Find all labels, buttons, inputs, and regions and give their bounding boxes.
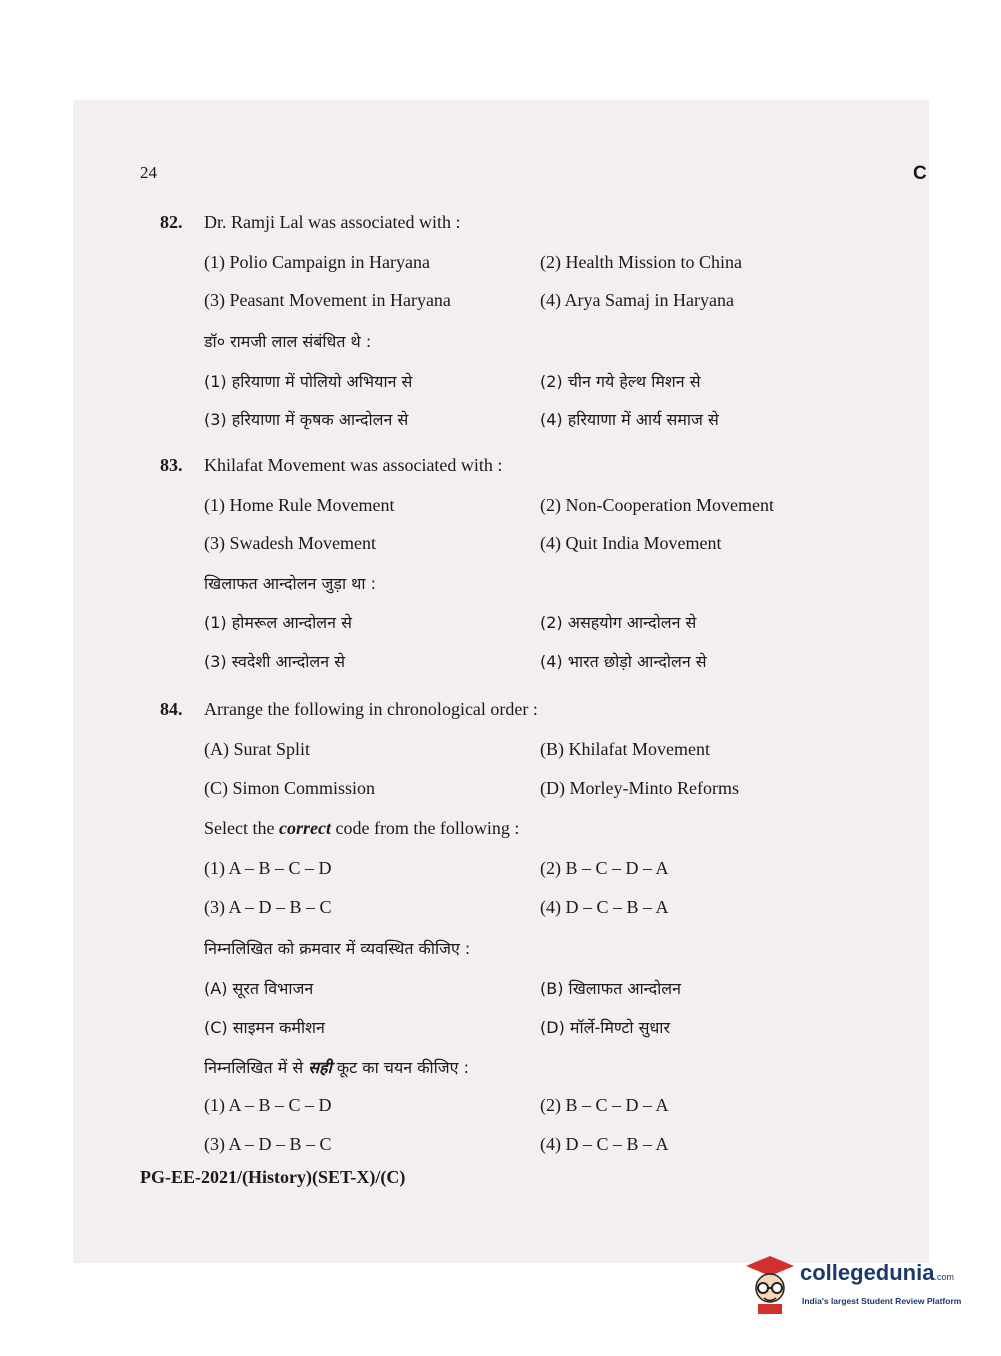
item-d: (D) Morley-Minto Reforms xyxy=(540,778,739,798)
item-b: (B) Khilafat Movement xyxy=(540,739,710,759)
question-text-hi: खिलाफत आन्दोलन जुड़ा था : xyxy=(204,574,377,593)
question-number: 82. xyxy=(160,212,183,232)
select-instruction-hi: निम्नलिखित में से सही कूट का चयन कीजिए : xyxy=(204,1058,469,1077)
item-d-hi: (D) मॉर्ले-मिण्टो सुधार xyxy=(540,1018,670,1037)
collegedunia-logo[interactable] xyxy=(742,1252,972,1322)
item-c: (C) Simon Commission xyxy=(204,778,376,798)
item-a: (A) Surat Split xyxy=(204,739,310,759)
item-c-hi: (C) साइमन कमीशन xyxy=(204,1018,325,1037)
option-3-hi: (3) A – D – B – C xyxy=(204,1134,332,1154)
option-2-hi: (2) चीन गये हेल्थ मिशन से xyxy=(540,372,701,391)
option-4: (4) Quit India Movement xyxy=(540,533,722,553)
option-1-hi: (1) हरियाणा में पोलियो अभियान से xyxy=(204,372,413,391)
question-text-hi: निम्नलिखित को क्रमवार में व्यवस्थित कीजिए : xyxy=(204,939,471,958)
option-4: (4) Arya Samaj in Haryana xyxy=(540,290,734,310)
option-2: (2) B – C – D – A xyxy=(540,858,669,878)
option-3: (3) Peasant Movement in Haryana xyxy=(204,290,451,310)
option-2: (2) Health Mission to China xyxy=(540,252,742,272)
logo-wordmark: collegedunia.com xyxy=(800,1260,954,1285)
option-1: (1) Home Rule Movement xyxy=(204,495,395,515)
question-text-en: Dr. Ramji Lal was associated with : xyxy=(204,212,461,232)
option-2-hi: (2) असहयोग आन्दोलन से xyxy=(540,613,697,632)
paper-code: PG-EE-2021/(History)(SET-X)/(C) xyxy=(140,1167,406,1187)
option-3-hi: (3) स्वदेशी आन्दोलन से xyxy=(204,652,346,671)
option-4: (4) D – C – B – A xyxy=(540,897,669,917)
option-1: (1) A – B – C – D xyxy=(204,858,332,878)
option-3: (3) A – D – B – C xyxy=(204,897,332,917)
option-4-hi: (4) D – C – B – A xyxy=(540,1134,669,1154)
option-2-hi: (2) B – C – D – A xyxy=(540,1095,669,1115)
question-number: 83. xyxy=(160,455,183,475)
question-text-hi: डॉ० रामजी लाल संबंधित थे : xyxy=(204,332,372,351)
logo-tagline: India's largest Student Review Platform xyxy=(802,1296,962,1306)
graduate-mascot-icon xyxy=(742,1252,798,1316)
question-text-en: Arrange the following in chronological order : xyxy=(204,699,538,719)
option-3-hi: (3) हरियाणा में कृषक आन्दोलन से xyxy=(204,410,409,429)
option-4-hi: (4) भारत छोड़ो आन्दोलन से xyxy=(540,652,707,671)
option-2: (2) Non-Cooperation Movement xyxy=(540,495,774,515)
option-4-hi: (4) हरियाणा में आर्य समाज से xyxy=(540,410,719,429)
question-number: 84. xyxy=(160,699,183,719)
question-text-en: Khilafat Movement was associated with : xyxy=(204,455,503,475)
option-1-hi: (1) होमरूल आन्दोलन से xyxy=(204,613,352,632)
exam-page xyxy=(73,100,929,1263)
option-1: (1) Polio Campaign in Haryana xyxy=(204,252,430,272)
page-number: 24 xyxy=(140,163,157,182)
item-a-hi: (A) सूरत विभाजन xyxy=(204,979,314,998)
select-instruction-en: Select the correct code from the following : xyxy=(204,818,520,838)
set-letter: C xyxy=(913,163,927,184)
option-1-hi: (1) A – B – C – D xyxy=(204,1095,332,1115)
item-b-hi: (B) खिलाफत आन्दोलन xyxy=(540,979,681,998)
option-3: (3) Swadesh Movement xyxy=(204,533,376,553)
